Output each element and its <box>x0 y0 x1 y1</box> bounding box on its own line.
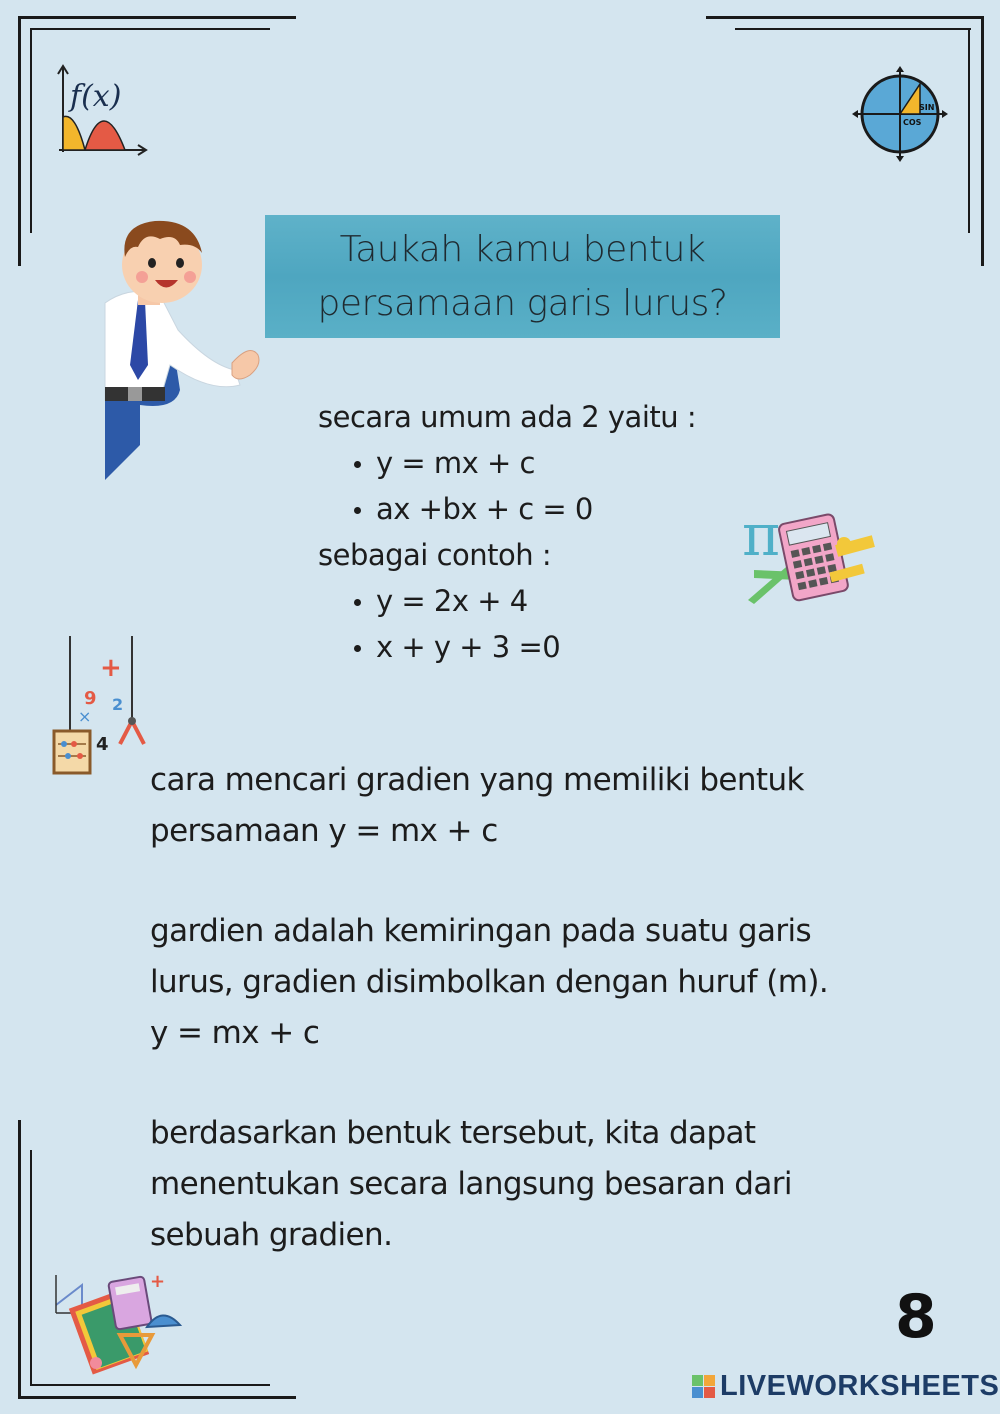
paragraph-line: persamaan y = mx + c <box>150 813 498 849</box>
function-graph-icon <box>55 62 150 157</box>
paragraph-gradient-definition <box>150 906 910 1059</box>
digit-9-label: 9 <box>84 688 97 709</box>
intro-block <box>318 394 781 670</box>
list-item: y = 2x + 4 <box>376 578 778 624</box>
example-heading: sebagai contoh : <box>318 538 552 572</box>
list-item: ax +bx + c = 0 <box>376 486 778 532</box>
paragraph-line: gardien adalah kemiringan pada suatu garis <box>150 913 812 949</box>
books-calculator-icon <box>52 1265 187 1375</box>
trigonometry-circle-icon <box>850 64 950 164</box>
digit-2-label: 2 <box>112 695 124 714</box>
digit-4-label: 4 <box>96 734 109 755</box>
title-line-1: Taukah kamu bentuk <box>339 228 706 270</box>
pi-label: π <box>742 501 781 569</box>
fx-label: f(x) <box>70 79 122 114</box>
pi-calculator-icon <box>740 500 880 610</box>
paragraph-conclusion <box>150 1108 910 1261</box>
liveworksheets-brand[interactable] <box>692 1370 999 1403</box>
liveworksheets-logo-icon <box>692 1375 716 1399</box>
forms-list <box>318 440 778 532</box>
paragraph-line: menentukan secara langsung besaran dari <box>150 1166 792 1202</box>
hanging-math-decoration-icon <box>48 636 158 781</box>
list-item: y = mx + c <box>376 440 778 486</box>
paragraph-line: cara mencari gradien yang memiliki bentuk <box>150 762 804 798</box>
paragraph-line: y = mx + c <box>150 1015 320 1051</box>
page-number: 8 <box>895 1282 937 1352</box>
sin-label: SIN <box>919 103 935 112</box>
brand-name: LIVEWORKSHEETS <box>720 1370 1000 1402</box>
examples-list <box>318 578 778 670</box>
paragraph-line: sebuah gradien. <box>150 1217 393 1253</box>
title-box <box>265 215 780 338</box>
times-label: × <box>78 707 92 726</box>
paragraph-gradient-method <box>150 755 910 857</box>
list-item: x + y + 3 =0 <box>376 624 778 670</box>
cos-label: COS <box>903 118 922 127</box>
paragraph-line: berdasarkan bentuk tersebut, kita dapat <box>150 1115 756 1151</box>
plus-label: + <box>100 653 122 683</box>
paragraph-line: lurus, gradien disimbolkan dengan huruf (m). <box>150 964 829 1000</box>
title-line-2: persamaan garis lurus? <box>317 282 728 324</box>
plus-label: + <box>150 1271 166 1292</box>
teacher-illustration <box>100 215 265 480</box>
intro-heading: secara umum ada 2 yaitu : <box>318 400 697 434</box>
